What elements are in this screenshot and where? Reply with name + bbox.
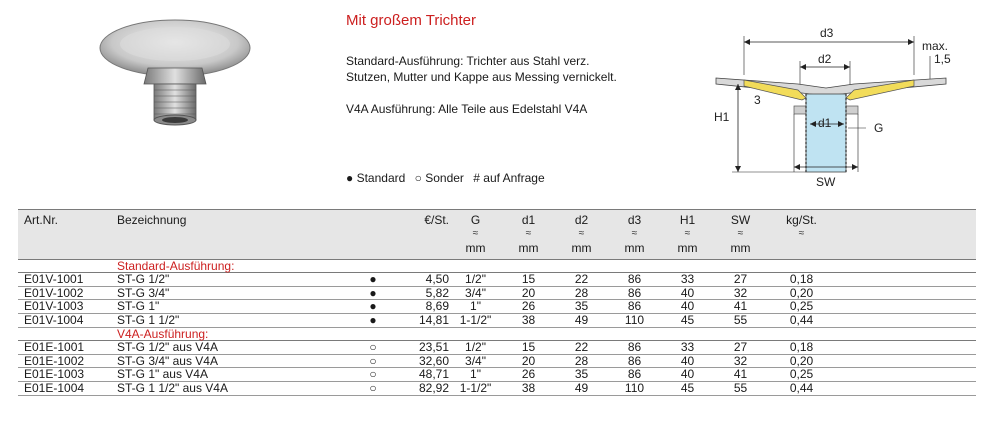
cell-mark: ○ bbox=[353, 381, 393, 395]
cell-d3: 86 bbox=[608, 286, 661, 300]
dim-d2: d2 bbox=[818, 52, 832, 66]
cell-art: E01E-1003 bbox=[18, 368, 117, 382]
table-row bbox=[18, 341, 976, 355]
cell-bez: ST-G 1" aus V4A bbox=[117, 368, 353, 382]
cell-h1: 40 bbox=[661, 300, 714, 314]
cell-d1: 20 bbox=[502, 354, 555, 368]
cell-d1: 26 bbox=[502, 368, 555, 382]
dim-g: G bbox=[874, 121, 884, 135]
dim-sw: SW bbox=[816, 175, 836, 189]
cell-g: 1-1/2" bbox=[449, 313, 502, 327]
cell-kg: 0,18 bbox=[767, 341, 976, 355]
cell-bez: ST-G 1/2" aus V4A bbox=[117, 341, 353, 355]
table-row bbox=[18, 381, 976, 395]
cell-h1: 45 bbox=[661, 313, 714, 327]
col-art: Art.Nr. bbox=[18, 210, 117, 229]
cell-d2: 22 bbox=[555, 273, 608, 287]
cell-g: 3/4" bbox=[449, 354, 502, 368]
col-sw: SW bbox=[714, 210, 767, 229]
cell-d3: 86 bbox=[608, 273, 661, 287]
table-row bbox=[18, 273, 976, 287]
cell-kg: 0,25 bbox=[767, 368, 976, 382]
cell-mark: ○ bbox=[353, 341, 393, 355]
cell-price: 4,50 bbox=[393, 273, 449, 287]
section-header bbox=[18, 259, 976, 273]
section-label: V4A-Ausführung: bbox=[117, 327, 976, 341]
cell-price: 48,71 bbox=[393, 368, 449, 382]
cell-d2: 35 bbox=[555, 300, 608, 314]
cell-d1: 38 bbox=[502, 381, 555, 395]
legend-sonder: ○ Sonder bbox=[414, 171, 464, 185]
col-bez: Bezeichnung bbox=[117, 210, 353, 229]
cell-d3: 110 bbox=[608, 313, 661, 327]
cell-bez: ST-G 1 1/2" aus V4A bbox=[117, 381, 353, 395]
cell-bez: ST-G 3/4" aus V4A bbox=[117, 354, 353, 368]
cell-h1: 33 bbox=[661, 273, 714, 287]
cell-sw: 41 bbox=[714, 300, 767, 314]
cell-kg: 0,20 bbox=[767, 286, 976, 300]
cell-price: 8,69 bbox=[393, 300, 449, 314]
description-line: V4A Ausführung: Alle Teile aus Edelstahl V4A bbox=[346, 102, 588, 116]
cell-d1: 26 bbox=[502, 300, 555, 314]
cell-sw: 27 bbox=[714, 273, 767, 287]
cell-mark: ● bbox=[353, 286, 393, 300]
legend-standard: ● Standard bbox=[346, 171, 406, 185]
cell-kg: 0,44 bbox=[767, 381, 976, 395]
dim-angle: 3 bbox=[754, 93, 761, 107]
cell-sw: 32 bbox=[714, 286, 767, 300]
cell-art: E01V-1002 bbox=[18, 286, 117, 300]
cell-g: 1-1/2" bbox=[449, 381, 502, 395]
cell-mark: ○ bbox=[353, 368, 393, 382]
cell-h1: 40 bbox=[661, 354, 714, 368]
cell-d1: 15 bbox=[502, 273, 555, 287]
cell-art: E01V-1004 bbox=[18, 313, 117, 327]
cell-kg: 0,18 bbox=[767, 273, 976, 287]
cell-sw: 27 bbox=[714, 341, 767, 355]
dim-max-label: max. bbox=[922, 39, 949, 53]
col-d3: d3 bbox=[608, 210, 661, 229]
cell-d3: 110 bbox=[608, 381, 661, 395]
cell-bez: ST-G 1 1/2" bbox=[117, 313, 353, 327]
col-d2: d2 bbox=[555, 210, 608, 229]
cell-kg: 0,25 bbox=[767, 300, 976, 314]
cell-mark: ● bbox=[353, 300, 393, 314]
table-row bbox=[18, 300, 976, 314]
table-header-unit-row: mm mm mm mm mm mm bbox=[18, 241, 976, 260]
cell-mark: ○ bbox=[353, 354, 393, 368]
cell-bez: ST-G 1/2" bbox=[117, 273, 353, 287]
col-d1: d1 bbox=[502, 210, 555, 229]
cell-mark: ● bbox=[353, 273, 393, 287]
product-photo bbox=[90, 8, 260, 133]
cell-price: 32,60 bbox=[393, 354, 449, 368]
cell-d2: 49 bbox=[555, 381, 608, 395]
table-row bbox=[18, 368, 976, 382]
section-label: Standard-Ausführung: bbox=[117, 259, 976, 273]
cell-art: E01V-1003 bbox=[18, 300, 117, 314]
cell-d1: 38 bbox=[502, 313, 555, 327]
legend bbox=[346, 171, 551, 185]
cell-bez: ST-G 3/4" bbox=[117, 286, 353, 300]
table-header-approx-row: ≈ ≈ ≈ ≈ ≈ ≈ ≈ bbox=[18, 228, 976, 241]
cell-art: E01E-1004 bbox=[18, 381, 117, 395]
cell-bez: ST-G 1" bbox=[117, 300, 353, 314]
cell-price: 82,92 bbox=[393, 381, 449, 395]
cell-sw: 55 bbox=[714, 381, 767, 395]
legend-anfrage: # auf Anfrage bbox=[473, 171, 545, 185]
cell-g: 3/4" bbox=[449, 286, 502, 300]
dim-d3: d3 bbox=[820, 26, 834, 40]
table-row bbox=[18, 354, 976, 368]
dim-max-value: 1,5 bbox=[934, 52, 951, 66]
col-price: €/St. bbox=[393, 210, 449, 229]
col-h1: H1 bbox=[661, 210, 714, 229]
cell-mark: ● bbox=[353, 313, 393, 327]
cell-price: 23,51 bbox=[393, 341, 449, 355]
cell-art: E01E-1002 bbox=[18, 354, 117, 368]
cell-d2: 28 bbox=[555, 286, 608, 300]
page-title: Mit großem Trichter bbox=[346, 12, 477, 29]
dim-h1: H1 bbox=[714, 110, 730, 124]
col-kg: kg/St. bbox=[767, 210, 976, 229]
cell-kg: 0,44 bbox=[767, 313, 976, 327]
cell-d3: 86 bbox=[608, 354, 661, 368]
cell-g: 1/2" bbox=[449, 341, 502, 355]
cell-price: 14,81 bbox=[393, 313, 449, 327]
cell-sw: 41 bbox=[714, 368, 767, 382]
product-table bbox=[18, 209, 976, 396]
cell-art: E01E-1001 bbox=[18, 341, 117, 355]
description-line: Stutzen, Mutter und Kappe aus Messing vernickelt. bbox=[346, 70, 617, 84]
cell-d1: 15 bbox=[502, 341, 555, 355]
cell-d1: 20 bbox=[502, 286, 555, 300]
cell-price: 5,82 bbox=[393, 286, 449, 300]
cell-d3: 86 bbox=[608, 341, 661, 355]
table-row bbox=[18, 313, 976, 327]
cell-d2: 22 bbox=[555, 341, 608, 355]
cell-g: 1" bbox=[449, 300, 502, 314]
cell-h1: 33 bbox=[661, 341, 714, 355]
cell-d2: 35 bbox=[555, 368, 608, 382]
cell-g: 1/2" bbox=[449, 273, 502, 287]
cell-d3: 86 bbox=[608, 300, 661, 314]
cell-h1: 40 bbox=[661, 368, 714, 382]
cell-g: 1" bbox=[449, 368, 502, 382]
description-line: Standard-Ausführung: Trichter aus Stahl verz. bbox=[346, 54, 590, 68]
cell-kg: 0,20 bbox=[767, 354, 976, 368]
cell-d3: 86 bbox=[608, 368, 661, 382]
cell-sw: 55 bbox=[714, 313, 767, 327]
table-header-row bbox=[18, 210, 976, 229]
cell-h1: 40 bbox=[661, 286, 714, 300]
dim-d1: d1 bbox=[818, 116, 832, 130]
cell-sw: 32 bbox=[714, 354, 767, 368]
cell-d2: 28 bbox=[555, 354, 608, 368]
cell-art: E01V-1001 bbox=[18, 273, 117, 287]
col-g: G bbox=[449, 210, 502, 229]
cell-d2: 49 bbox=[555, 313, 608, 327]
technical-drawing bbox=[698, 20, 968, 190]
table-row bbox=[18, 286, 976, 300]
section-header bbox=[18, 327, 976, 341]
cell-h1: 45 bbox=[661, 381, 714, 395]
